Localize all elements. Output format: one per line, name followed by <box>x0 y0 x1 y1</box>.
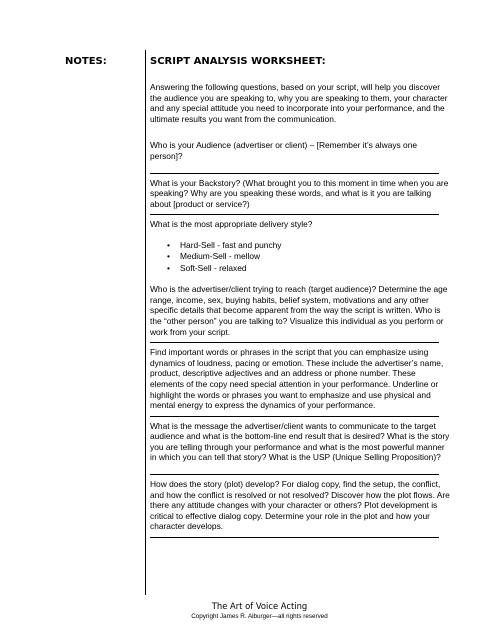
bullet-icon: • <box>167 239 170 250</box>
question-message: What is the message the advertiser/client wants to communicate to the target audience and what is the bottom-line end result that is desired? What is the story you are telling through your performance and what is the most powerful manner in which you can tell that story? What is the USP (Unique Selling Proposition)? <box>150 420 450 463</box>
answer-line-target-audience <box>150 342 439 343</box>
question-delivery: What is the most appropriate delivery style? <box>150 219 313 230</box>
list-item-label: Soft-Sell - relaxed <box>180 262 247 273</box>
list-item-label: Hard-Sell - fast and punchy <box>180 239 282 250</box>
notes-label: NOTES: <box>65 56 107 67</box>
list-item <box>167 251 450 262</box>
worksheet-title: SCRIPT ANALYSIS WORKSHEET: <box>150 56 326 67</box>
bullet-icon: • <box>167 262 170 273</box>
bullet-icon: • <box>167 251 170 262</box>
answer-line-backstory <box>150 214 439 215</box>
question-backstory: What is your Backstory? (What brought you to this moment in time when you are speaking? Why are you speaking these words, and what is it you are talking about [product or service?) <box>150 177 449 209</box>
intro-paragraph: Answering the following questions, based on your script, will help you discover the audience you are speaking to, why you are speaking to them, your character and any special attitude you need to incorporate into your performance, and the ultimate results you want from the communication. <box>150 82 448 124</box>
answer-line-message <box>150 474 439 475</box>
list-item-label: Medium-Sell - mellow <box>180 251 261 262</box>
footer-book-title: The Art of Voice Acting <box>211 601 308 611</box>
question-audience: Who is your Audience (advertiser or client) – [Remember it’s always one person]? <box>150 140 418 161</box>
answer-line-plot <box>150 537 439 538</box>
list-item <box>167 262 450 274</box>
answer-line-important-words <box>150 416 439 417</box>
list-item <box>167 239 450 251</box>
delivery-style-list <box>150 240 450 274</box>
worksheet <box>150 56 450 542</box>
answer-line-audience <box>150 173 439 174</box>
column-divider <box>145 50 146 595</box>
question-important-words: Find important words or phrases in the script that you can emphasize using dynamics of loudness, pacing or emotion. These include the advertiser’s name, product, descriptive adjectives and an address or phone number. These elements of the copy need special attention in your performance. Underline or highlight the words or phrases you want to emphasize and use physical and mental energy to express the dynamics of your performance. <box>150 347 444 411</box>
footer-copyright: Copyright James R. Alburger—all rights reserved <box>191 613 328 620</box>
question-target-audience: Who is the advertiser/client trying to reach (target audience)? Determine the age range, income, sex, buying habits, belief system, motivations and any other specific details that become apparent from the way the script is written. Who is the “other person” you are talking to? Visualize this individual as you perform or work from your script. <box>150 284 448 337</box>
question-plot: How does the story (plot) develop? For dialog copy, find the setup, the conflict, and how the conflict is resolved or not resolved? Discover how the plot flows. Are there any attitude changes with your character or others? Plot development is critical to effective dialog copy. Determine your role in the plot and how your character develops. <box>150 479 450 532</box>
